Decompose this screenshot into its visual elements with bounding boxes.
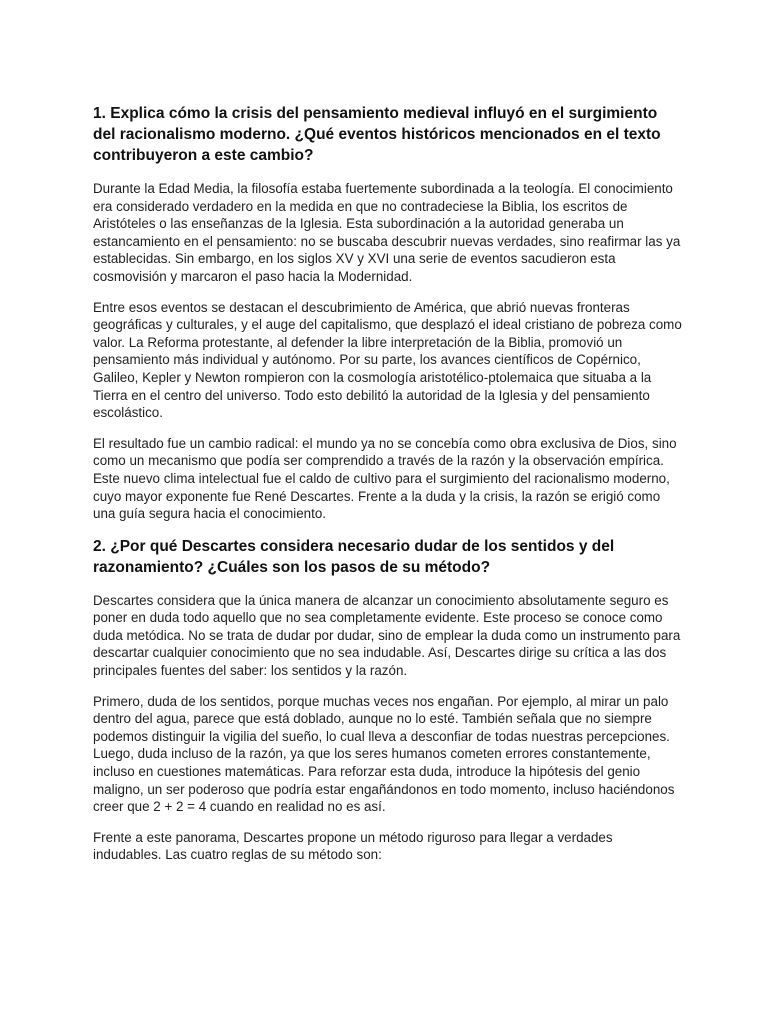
question-2-paragraph-3: Frente a este panorama, Descartes propone un método riguroso para llegar a verdades indudables. Las cuatro reglas de su método son: <box>93 829 613 863</box>
question-2-paragraph-2: Primero, duda de los sentidos, porque muchas veces nos engañan. Por ejemplo, al mirar un palo dentro del agua, parece que está doblado, aunque no lo esté. También señala que no siempre podemos distinguir la vigilia del sueño, lo cual lleva a desconfiar de todas nuestras percepciones. Luego, duda incluso de la razón, ya que los seres humanos cometen errores constantemente, incluso en cuestiones matemáticas. Para reforzar esta duda, introduce la hipótesis del genio maligno, un ser poderoso que podría estar engañándonos en todo momento, incluso haciéndonos creer que 2 + 2 = 4 cuando en realidad no es así. <box>93 693 675 815</box>
document-page <box>93 103 683 877</box>
question-1-paragraph-2: Entre esos eventos se destacan el descubrimiento de América, que abrió nuevas fronteras geográficas y culturales, y el auge del capitalismo, que desplazó el ideal cristiano de pobreza como valor. La Reforma protestante, al defender la libre interpretación de la Biblia, promovió un pensamiento más individual y autónomo. Por su parte, los avances científicos de Copérnico, Galileo, Kepler y Newton rompieron con la cosmología aristotélico-ptolemaica que situaba a la Tierra en el centro del universo. Todo esto debilitó la autoridad de la Iglesia y del pensamiento escolástico. <box>93 299 682 421</box>
question-1-heading: 1. Explica cómo la crisis del pensamiento medieval influyó en el surgimiento del racionalismo moderno. ¿Qué eventos históricos mencionados en el texto contribuyeron a este cambio? <box>93 105 661 164</box>
question-2-paragraph-1: Descartes considera que la única manera de alcanzar un conocimiento absolutamente seguro es poner en duda todo aquello que no sea completamente evidente. Este proceso se conoce como duda metódica. No se trata de dudar por dudar, sino de emplear la duda como un instrumento para descartar cualquier conocimiento que no sea indudable. Así, Descartes dirige su crítica a las dos principales fuentes del saber: los sentidos y la razón. <box>93 592 681 679</box>
question-2-heading: 2. ¿Por qué Descartes considera necesario dudar de los sentidos y del razonamiento? ¿Cuáles son los pasos de su método? <box>93 537 615 576</box>
question-1-paragraph-3: El resultado fue un cambio radical: el mundo ya no se concebía como obra exclusiva de Dios, sino como un mecanismo que podía ser comprendido a través de la razón y la observación empírica. Este nuevo clima intelectual fue el caldo de cultivo para el surgimiento del racionalismo moderno, cuyo mayor exponente fue René Descartes. Frente a la duda y la crisis, la razón se erigió como una guía segura hacia el conocimiento. <box>93 435 677 522</box>
question-1-paragraph-1: Durante la Edad Media, la filosofía estaba fuertemente subordinada a la teología. El conocimiento era considerado verdadero en la medida en que no contradeciese la Biblia, los escritos de Aristóteles o las enseñanzas de la Iglesia. Esta subordinación a la autoridad generaba un estancamiento en el pensamiento: no se buscaba descubrir nuevas verdades, sino reafirmar las ya establecidas. Sin embargo, en los siglos XV y XVI una serie de eventos sacudieron esta cosmovisión y marcaron el paso hacia la Modernidad. <box>93 181 681 284</box>
